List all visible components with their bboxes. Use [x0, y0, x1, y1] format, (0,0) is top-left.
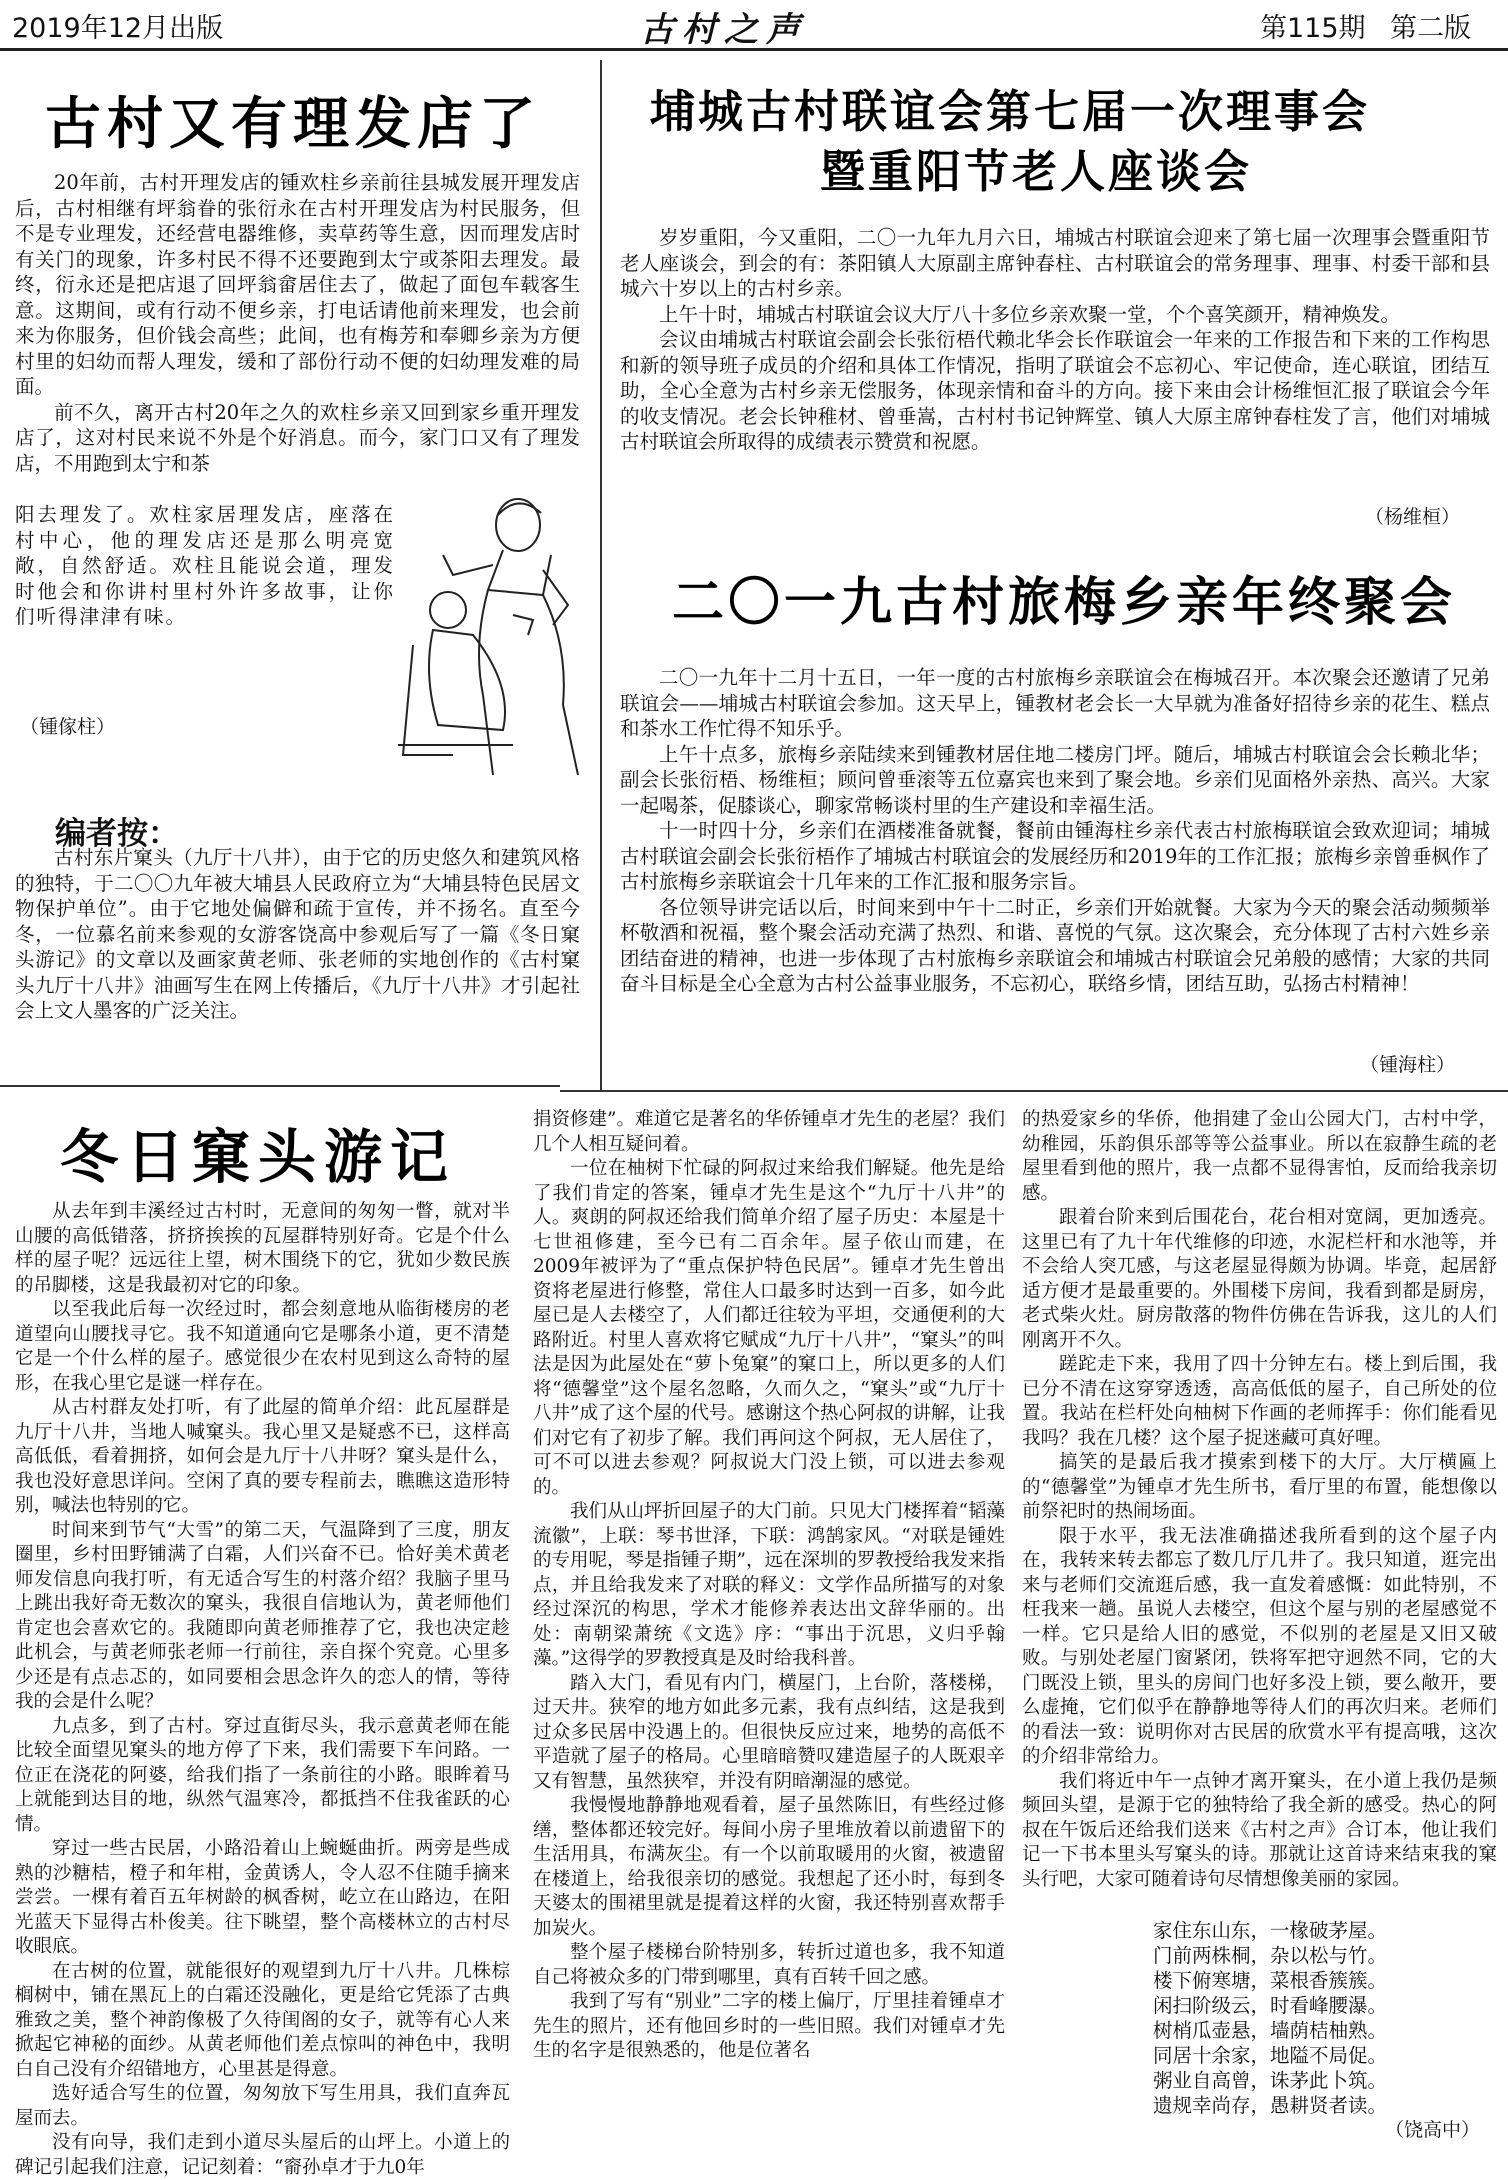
page-header: [0, 0, 1508, 51]
paragraph: 我们从山坪折回屋子的大门前。只见大门楼挥着“韬藻流徽”，上联：琴书世泽，下联：鸿鹄家风。“对联是锺姓的专用呢，琴是指锺子期”，远在深圳的罗教授给我发来指点，并且给我发来了对联的释义：文学作品所描写的对象经过深沉的构思，学术才能修养表达出文辞华丽的。出处：南朝梁萧统《文选》序：“事出于沉思，义归乎翰藻。”这得学的罗教授真是及时给我科普。: [533, 1501, 1005, 1669]
poem-line: 树梢瓜壶悬，墙荫桔柚熟。: [1153, 2019, 1388, 2042]
paragraph: 前不久，离开古村20年之久的欢柱乡亲又回到家乡重开理发店了，这对村民来说不外是个好消息。而今，家门口又有了理发店，不用跑到太宁和茶: [15, 400, 580, 475]
paragraph: 跟着台阶来到后围花台，花台相对宽阔，更加透亮。这里已有了九十年代维修的印迹，水泥栏杆和水池等，并不会给人突兀感，与这老屋显得颇为协调。毕竟，起居舒适方便才是最重要的。外围楼下房间，我看到都是厨房，老式柴火灶。厨房散落的物件仿佛在告诉我，这儿的人们刚离开不久。: [1022, 1207, 1497, 1351]
article-column: [533, 1108, 1005, 2064]
paragraph: 捐资修建”。难道它是著名的华侨锺卓才先生的老屋？我们几个人相互疑问着。: [533, 1109, 1005, 1155]
author-signature: （杨维桓）: [1365, 506, 1461, 528]
section-divider: [0, 1085, 560, 1087]
paragraph: 一位在柚树下忙碌的阿叔过来给我们解疑。他先是给了我们肯定的答案，锺卓才先生是这个“九厅十八井”的人。爽朗的阿叔还给我们简单介绍了屋子历史：本屋是十七世祖修建，至今已有二百余年。屋子依山而建，在2009年被评为了“重点保护特色民居”。锺卓才先生曾出资将老屋进行修整，常住人口最多时达到一百多，如今此屋已是人去楼空了，人们都迁往较为平坦，交通便利的大路附近。村里人喜欢将它赋成“九厅十八井”，“窠头”的叫法是因为此屋处在“萝卜兔窠”的窠口上，所以更多的人们将“德馨堂”这个屋名忽略，久而久之，“窠头”或“九厅十八井”成了这个屋的代号。感谢这个热心阿叔的讲解，让我们对它有了初步了解。我们再问这个阿叔，无人居住了，可不可以进去参观？阿叔说大门没上锁，可以进去参观的。: [533, 1158, 1005, 1498]
article-column: [1022, 1108, 1497, 1892]
author-signature: （锺海柱）: [1360, 1054, 1456, 1076]
poem-line: 家住东山东，一椽破茅屋。: [1153, 1919, 1388, 1942]
paragraph: 没有向导，我们走到小道尽头屋后的山坪上。小道上的碑记引起我们注意，记记刻着：“窬孙卓才于九0年: [15, 2132, 510, 2178]
paragraph: 从古村群友处打听，有了此屋的简单介绍：此瓦屋群是九厅十八井，当地人喊窠头。我心里又是疑惑不已，这样高高低低，看着拥挤，如何会是九厅十八井呀？窠头是什么，我也没好意思详问。空闲了真的要专程前去，瞧瞧这造形特别，喊法也特别的它。: [15, 1397, 510, 1516]
paragraph: 十一时四十分，乡亲们在酒楼准备就餐，餐前由锺海柱乡亲代表古村旅梅联谊会致欢迎词；埔城古村联谊会副会长张衍梧作了埔城古村联谊会的发展经历和2019年的工作汇报；旅梅乡亲曾垂枫作了古村旅梅乡亲联谊会十几年来的工作汇报和服务宗旨。: [620, 819, 1490, 893]
poem-line: 楼下俯寒塘，菜根香簇簇。: [1153, 1969, 1388, 1992]
paragraph: 阳去理发了。欢柱家居理发店，座落在村中心，他的理发店还是那么明亮宽敞，自然舒适。欢柱且能说会道，理发时他会和你讲村里村外许多故事，让你们听得津津有味。: [15, 503, 395, 628]
paragraph: 上午十时，埔城古村联谊会议大厅八十多位乡亲欢聚一堂，个个喜笑颜开，精神焕发。: [659, 302, 1401, 326]
article-title: 二〇一九古村旅梅乡亲年终聚会: [672, 573, 1457, 633]
paragraph: 我们将近中午一点钟才离开窠头，在小道上我仍是频频回头望，是源于它的独特给了我全新的感受。热心的阿叔在午饭后还给我们送来《古村之声》合订本，他让我们记一下书本里头写窠头的诗。那就让这首诗来结束我的窠头行吧，大家可随着诗句尽情想像美丽的家园。: [1022, 1770, 1497, 1890]
article-column: [15, 1200, 510, 2180]
paragraph: 古村东片窠头（九厅十八井），由于它的历史悠久和建筑风格的独特，于二〇〇九年被大埔县人民政府立为“大埔县特色民居文物保护单位”。由于它地处偏僻和疏于宣传，并不扬名。直至今冬，一位慕名前来参观的女游客饶高中参观后写了一篇《冬日窠头游记》的文章以及画家黄老师、张老师的实地创作的《古村窠头九厅十八井》油画写生在网上传播后，《九厅十八井》才引起社会上文人墨客的广泛关注。: [15, 846, 580, 1022]
article-title: 埔城古村联谊会第七届一次理事会: [650, 85, 1371, 138]
poem-line: 遗规幸尚存，愚耕贤者读。: [1153, 2094, 1388, 2117]
section-divider: [560, 1090, 1508, 1092]
paragraph: 二〇一九年十二月十五日，一年一度的古村旅梅乡亲联谊会在梅城召开。本次聚会还邀请了兄弟联谊会——埔城古村联谊会参加。这天早上，锺教材老会长一大早就为准备好招待乡亲的花生、糕点和茶水工作忙得不知乐乎。: [620, 666, 1490, 740]
paragraph: 时间来到节气“大雪”的第二天，气温降到了三度，朋友圈里，乡村田野铺满了白霜，人们兴奋不已。恰好美术黄老师发信息向我打听，有无适合写生的村落介绍？我脑子里马上跳出我好奇无数次的窠头，我很自信地认为，黄老师他们肯定也会喜欢它的。我随即向黄老师推荐了它，我也决定趁此机会，与黄老师张老师一行前往，亲自探个究竟。心里多少还是有点忐忑的，如同要相会思念许久的恋人的情，等待我的会是什么呢？: [15, 1519, 510, 1712]
newspaper-name: 古村之声: [640, 10, 808, 50]
article-body: [620, 225, 1490, 455]
author-signature: （锺傢柱）: [20, 716, 116, 738]
paragraph: 搞笑的是最后我才摸索到楼下的大厅。大厅横匾上的“德馨堂”为锺卓才先生所书，看厅里的布置，能想像以前祭祀时的热闹场面。: [1022, 1452, 1497, 1522]
paragraph: 整个屋子楼梯台阶特别多，转折过道也多，我不知道自己将被众多的门带到哪里，真有百转千回之感。: [533, 1942, 1005, 1988]
paragraph: 上午十点多，旅梅乡亲陆续来到锺教材居住地二楼房门坪。随后，埔城古村联谊会会长赖北华；副会长张衍梧、杨维桓；顾问曾垂滚等五位嘉宾也来到了聚会地。乡亲们见面格外亲热、高兴。大家一起喝茶，促膝谈心，聊家常畅谈村里的生产建设和幸福生活。: [620, 742, 1490, 817]
paragraph: 在古树的位置，就能很好的观望到九厅十八井。几株棕榈树中，铺在黑瓦上的白霜还没融化，更是给它凭添了古典雅致之美，整个神韵像极了久待闺阁的女子，就等有心人来掀起它神秘的面纱。从黄老师他们差点惊叫的神色中，我明白自己没有介绍错地方，心里甚是得意。: [15, 1960, 510, 2080]
article-title: 古村又有理发店了: [45, 92, 541, 157]
article-title: 冬日窠头游记: [60, 1123, 457, 1191]
poem-line: 同居十余家，地隘不局促。: [1153, 2044, 1388, 2067]
poem-line: 粥业自高曾，诛茅此卜筑。: [1153, 2069, 1388, 2092]
paragraph: 岁岁重阳，今又重阳，二〇一九年九月六日，埔城古村联谊会迎来了第七届一次理事会暨重阳节老人座谈会，到会的有：茶阳镇人大原副主席钟春柱、古村联谊会的常务理事、理事、村委干部和县城六十岁以上的古村乡亲。: [620, 226, 1490, 300]
paragraph: 各位领导讲完话以后，时间来到中午十二时正，乡亲们开始就餐。大家为今天的聚会活动频频举杯敬酒和祝福，整个聚会活动充满了热烈、和谐、喜悦的气氛。这次聚会，充分体现了古村六姓乡亲团结奋进的精神，也进一步体现了古村旅梅乡亲联谊会和埔城古村联谊会兄弟般的感情；大家的共同奋斗目标是全心全意为古村公益事业服务，不忘初心，联络乡情，团结互助，弘扬古村精神！: [620, 895, 1490, 995]
paragraph: 蹉跎走下来，我用了四十分钟左右。楼上到后围，我已分不清在这穿穿透透，高高低低的屋子，自己所处的位置。我站在栏杆处向柚树下作画的老师挥手：你们能看见我吗？我在几楼？这个屋子捉迷藏可真好哩。: [1022, 1354, 1497, 1449]
paragraph: 九点多，到了古村。穿过直街尽头，我示意黄老师在能比较全面望见窠头的地方停了下来，我们需要下车问路。一位正在浇花的阿婆，给我们指了一条前往的小路。眼眸着马上就能到达目的地，纵然气温寒冷，都抵挡不住我雀跃的心情。: [15, 1715, 510, 1835]
issue-date: 2019年12月出版: [12, 13, 224, 44]
paragraph: 以至我此后每一次经过时，都会刻意地从临街楼房的老道望向山腰找寻它。我不知道通向它是哪条小道，更不清楚它是一个什么样的屋子。感觉很少在农村见到这么奇特的屋形，在我心里它是谜一样存在。: [15, 1299, 510, 1394]
paragraph: 穿过一些古民居，小路沿着山上蜿蜒曲折。两旁是些成熟的沙糖桔，橙子和年柑，金黄诱人，令人忍不住随手摘来尝尝。一棵有着百五年树龄的枫香树，屹立在山路边，在阳光蓝天下显得古朴俊美。往下眺望，整个高楼林立的古村尽收眼底。: [15, 1838, 510, 1957]
editor-note-body: [15, 845, 580, 1024]
paragraph: 会议由埔城古村联谊会副会长张衍梧代赖北华会长作联谊会一年来的工作报告和下来的工作构思和新的领导班子成员的介绍和具体工作情况，指明了联谊会不忘初心、牢记使命，连心联谊，团结互助，全心全意为古村乡亲无偿服务，体现亲情和奋斗的方向。接下来由会计杨维恒汇报了联谊会今年的收支情况。老会长钟稚材、曾垂嵩，古村村书记钟辉堂、镇人大原主席钟春柱发了言，他们对埔城古村联谊会所取得的成绩表示赞赏和祝愿。: [620, 328, 1490, 453]
barber-illustration: [393, 495, 605, 780]
paragraph: 我慢慢地静静地观看着，屋子虽然陈旧，有些经过修缮，整体都还较完好。每间小房子里堆放着以前遗留下的生活用具，布满灰尘。有一个以前取暖用的火窗，被遗留在楼道上，给我很亲切的感觉。我想起了还小时，每到冬天婆太的围裙里就是提着这样的火窗，我还特别喜欢帮手加炭火。: [533, 1795, 1005, 1939]
article-body: [15, 170, 580, 476]
editor-note-title: 编者按：: [55, 816, 179, 852]
paragraph: 的热爱家乡的华侨，他捐建了金山公园大门，古村中学，幼稚园，乐韵俱乐部等等公益事业。所以在寂静生疏的老屋里看到他的照片，我一点都不显得害怕，反而给我亲切感。: [1022, 1109, 1497, 1204]
poem: [1153, 1918, 1387, 2118]
article-subtitle: 暨重阳节老人座谈会: [820, 145, 1253, 198]
paragraph: 20年前，古村开理发店的锺欢柱乡亲前往县城发展开理发店后，古村相继有坪翁眷的张衍永在古村开理发店为村民服务，但不是专业理发，还经营电器维修，卖草药等生意，因而理发店时有关门的现象，许多村民不得不还要跑到太宁或茶阳去理发。最终，衍永还是把店退了回坪翁畲居住去了，做起了面包车载客生意。这期间，或有行动不便乡亲，打电话请他前来理发，也会前来为你服务，但价钱会高些；此间，也有梅芳和奉卿乡亲为方便村里的妇幼而帮人理发，缓和了部份行动不便的妇幼理发难的局面。: [15, 171, 580, 398]
paragraph: 限于水平，我无法准确描述我所看到的这个屋子内在，我转来转去都忘了数几厅几井了。我只知道，逛完出来与老师们交流逛后感，我一直发着感慨：如此特别，不枉我来一趟。虽说人去楼空，但这个屋与别的老屋感觉不一样。它只是给人旧的感觉，不似别的老屋是又旧又破败。与别处老屋门窗紧闭，铁将军把守迥然不同，它的大门既没上锁，里头的房间门也好多没上锁，要么敞开，要么虚掩，它们似乎在静静地等待人们的再次归来。老师们的看法一致：说明你对古民居的欣赏水平有提高哦，这次的介绍非常给力。: [1022, 1525, 1497, 1767]
paragraph: 我到了写有“别业”二字的楼上偏厅，厅里挂着锺卓才先生的照片，还有他回乡时的一些旧照。我们对锺卓才先生的名字是很熟悉的，他是位著名: [533, 1991, 1005, 2061]
paragraph: 选好适合写生的位置，匆匆放下写生用具，我们直奔瓦屋而去。: [15, 2083, 510, 2129]
author-signature: （饶高中）: [1385, 2119, 1481, 2141]
article-body: [15, 502, 395, 630]
paragraph: 从去年到丰溪经过古村时，无意间的匆匆一瞥，就对半山腰的高低错落，挤挤挨挨的瓦屋群特别好奇。它是个什么样的屋子呢？远远往上望，树木围绕下的它，犹如少数民族的吊脚楼，这是我最初对它的印象。: [15, 1201, 510, 1296]
edition-label: 第二版: [1390, 13, 1471, 44]
poem-line: 门前两株桐，杂以松与竹。: [1153, 1944, 1388, 1967]
issue-number: 第115期: [1260, 13, 1366, 44]
poem-line: 闲扫阶级云，时看峰腰瀑。: [1153, 1994, 1388, 2017]
article-body: [620, 665, 1490, 997]
paragraph: 踏入大门，看见有内门，横屋门，上台阶，落楼梯，过天井。狭窄的地方如此多元素，我有点纠结，这是我到过众多民居中没遇上的。但很快反应过来，地势的高低不平造就了屋子的格局。心里暗暗赞叹建造屋子的人既艰辛又有智慧，虽然狭窄，并没有阴暗潮湿的感觉。: [533, 1672, 1005, 1792]
